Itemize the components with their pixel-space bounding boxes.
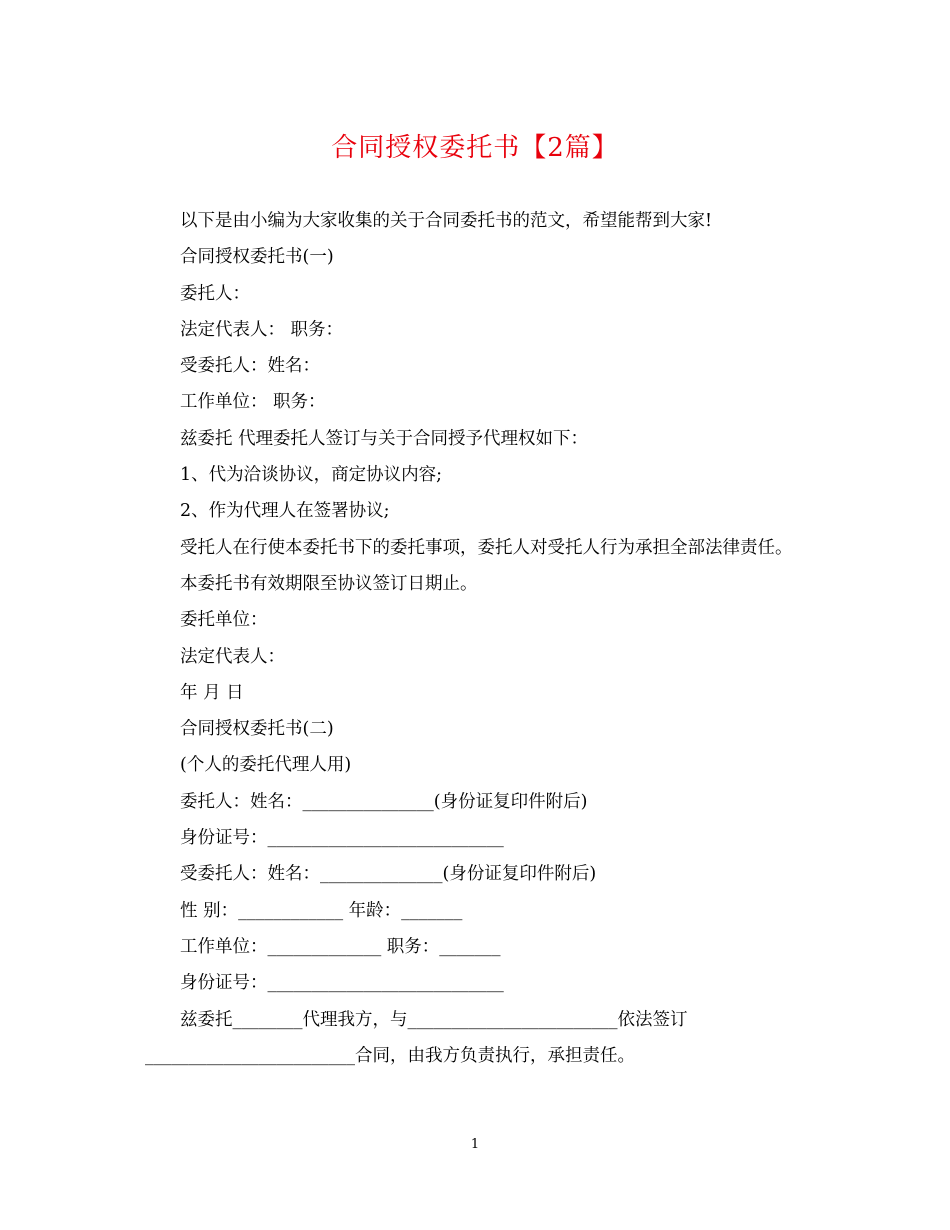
page-number: 1 bbox=[470, 1137, 480, 1152]
entrusting-unit-line: 委托单位： bbox=[180, 610, 268, 631]
liability-paragraph: 受托人在行使本委托书下的委托事项，委托人对受托人行为承担全部法律责任。 bbox=[180, 537, 793, 558]
agent-name-line: 受委托人：姓名： bbox=[180, 356, 320, 377]
document-title: 合同授权委托书【2篇】 bbox=[331, 133, 619, 163]
agent-name-id-line: 受委托人：姓名：______________(身份证复印件附后) bbox=[180, 864, 597, 885]
authority-item-2: 2、作为代理人在签署协议; bbox=[180, 501, 390, 522]
gender-age-line: 性 别：____________ 年龄：_______ bbox=[180, 900, 463, 921]
contract-authorization-paragraph: 兹委托________代理我方，与________________________依法签订________________________合同，由我方负责执行，承担责任。 bbox=[145, 1009, 688, 1066]
authority-item-1: 1、代为洽谈协议，商定协议内容; bbox=[180, 465, 443, 486]
work-unit-line: 工作单位： 职务： bbox=[180, 392, 326, 413]
document-body bbox=[145, 203, 805, 1074]
agent-id-number-line: 身份证号：___________________________ bbox=[180, 973, 504, 994]
date-line: 年 月 日 bbox=[180, 682, 244, 703]
section-heading-two: 合同授权委托书(二) bbox=[180, 719, 334, 740]
section-heading-one: 合同授权委托书(一) bbox=[180, 247, 334, 268]
legal-representative-signature-line: 法定代表人： bbox=[180, 646, 285, 667]
principal-line: 委托人： bbox=[180, 283, 250, 304]
individual-use-note: (个人的委托代理人用) bbox=[180, 755, 352, 776]
legal-representative-line: 法定代表人： 职务： bbox=[180, 319, 344, 340]
authorization-line: 兹委托 代理委托人签订与关于合同授予代理权如下： bbox=[180, 428, 589, 449]
id-number-line: 身份证号：___________________________ bbox=[180, 828, 504, 849]
principal-name-line: 委托人：姓名：_______________(身份证复印件附后) bbox=[180, 791, 588, 812]
validity-paragraph: 本委托书有效期限至协议签订日期止。 bbox=[180, 573, 478, 594]
work-unit-position-line: 工作单位：_____________ 职务：_______ bbox=[180, 936, 501, 957]
intro-paragraph: 以下是由小编为大家收集的关于合同委托书的范文，希望能帮到大家! bbox=[180, 211, 713, 231]
